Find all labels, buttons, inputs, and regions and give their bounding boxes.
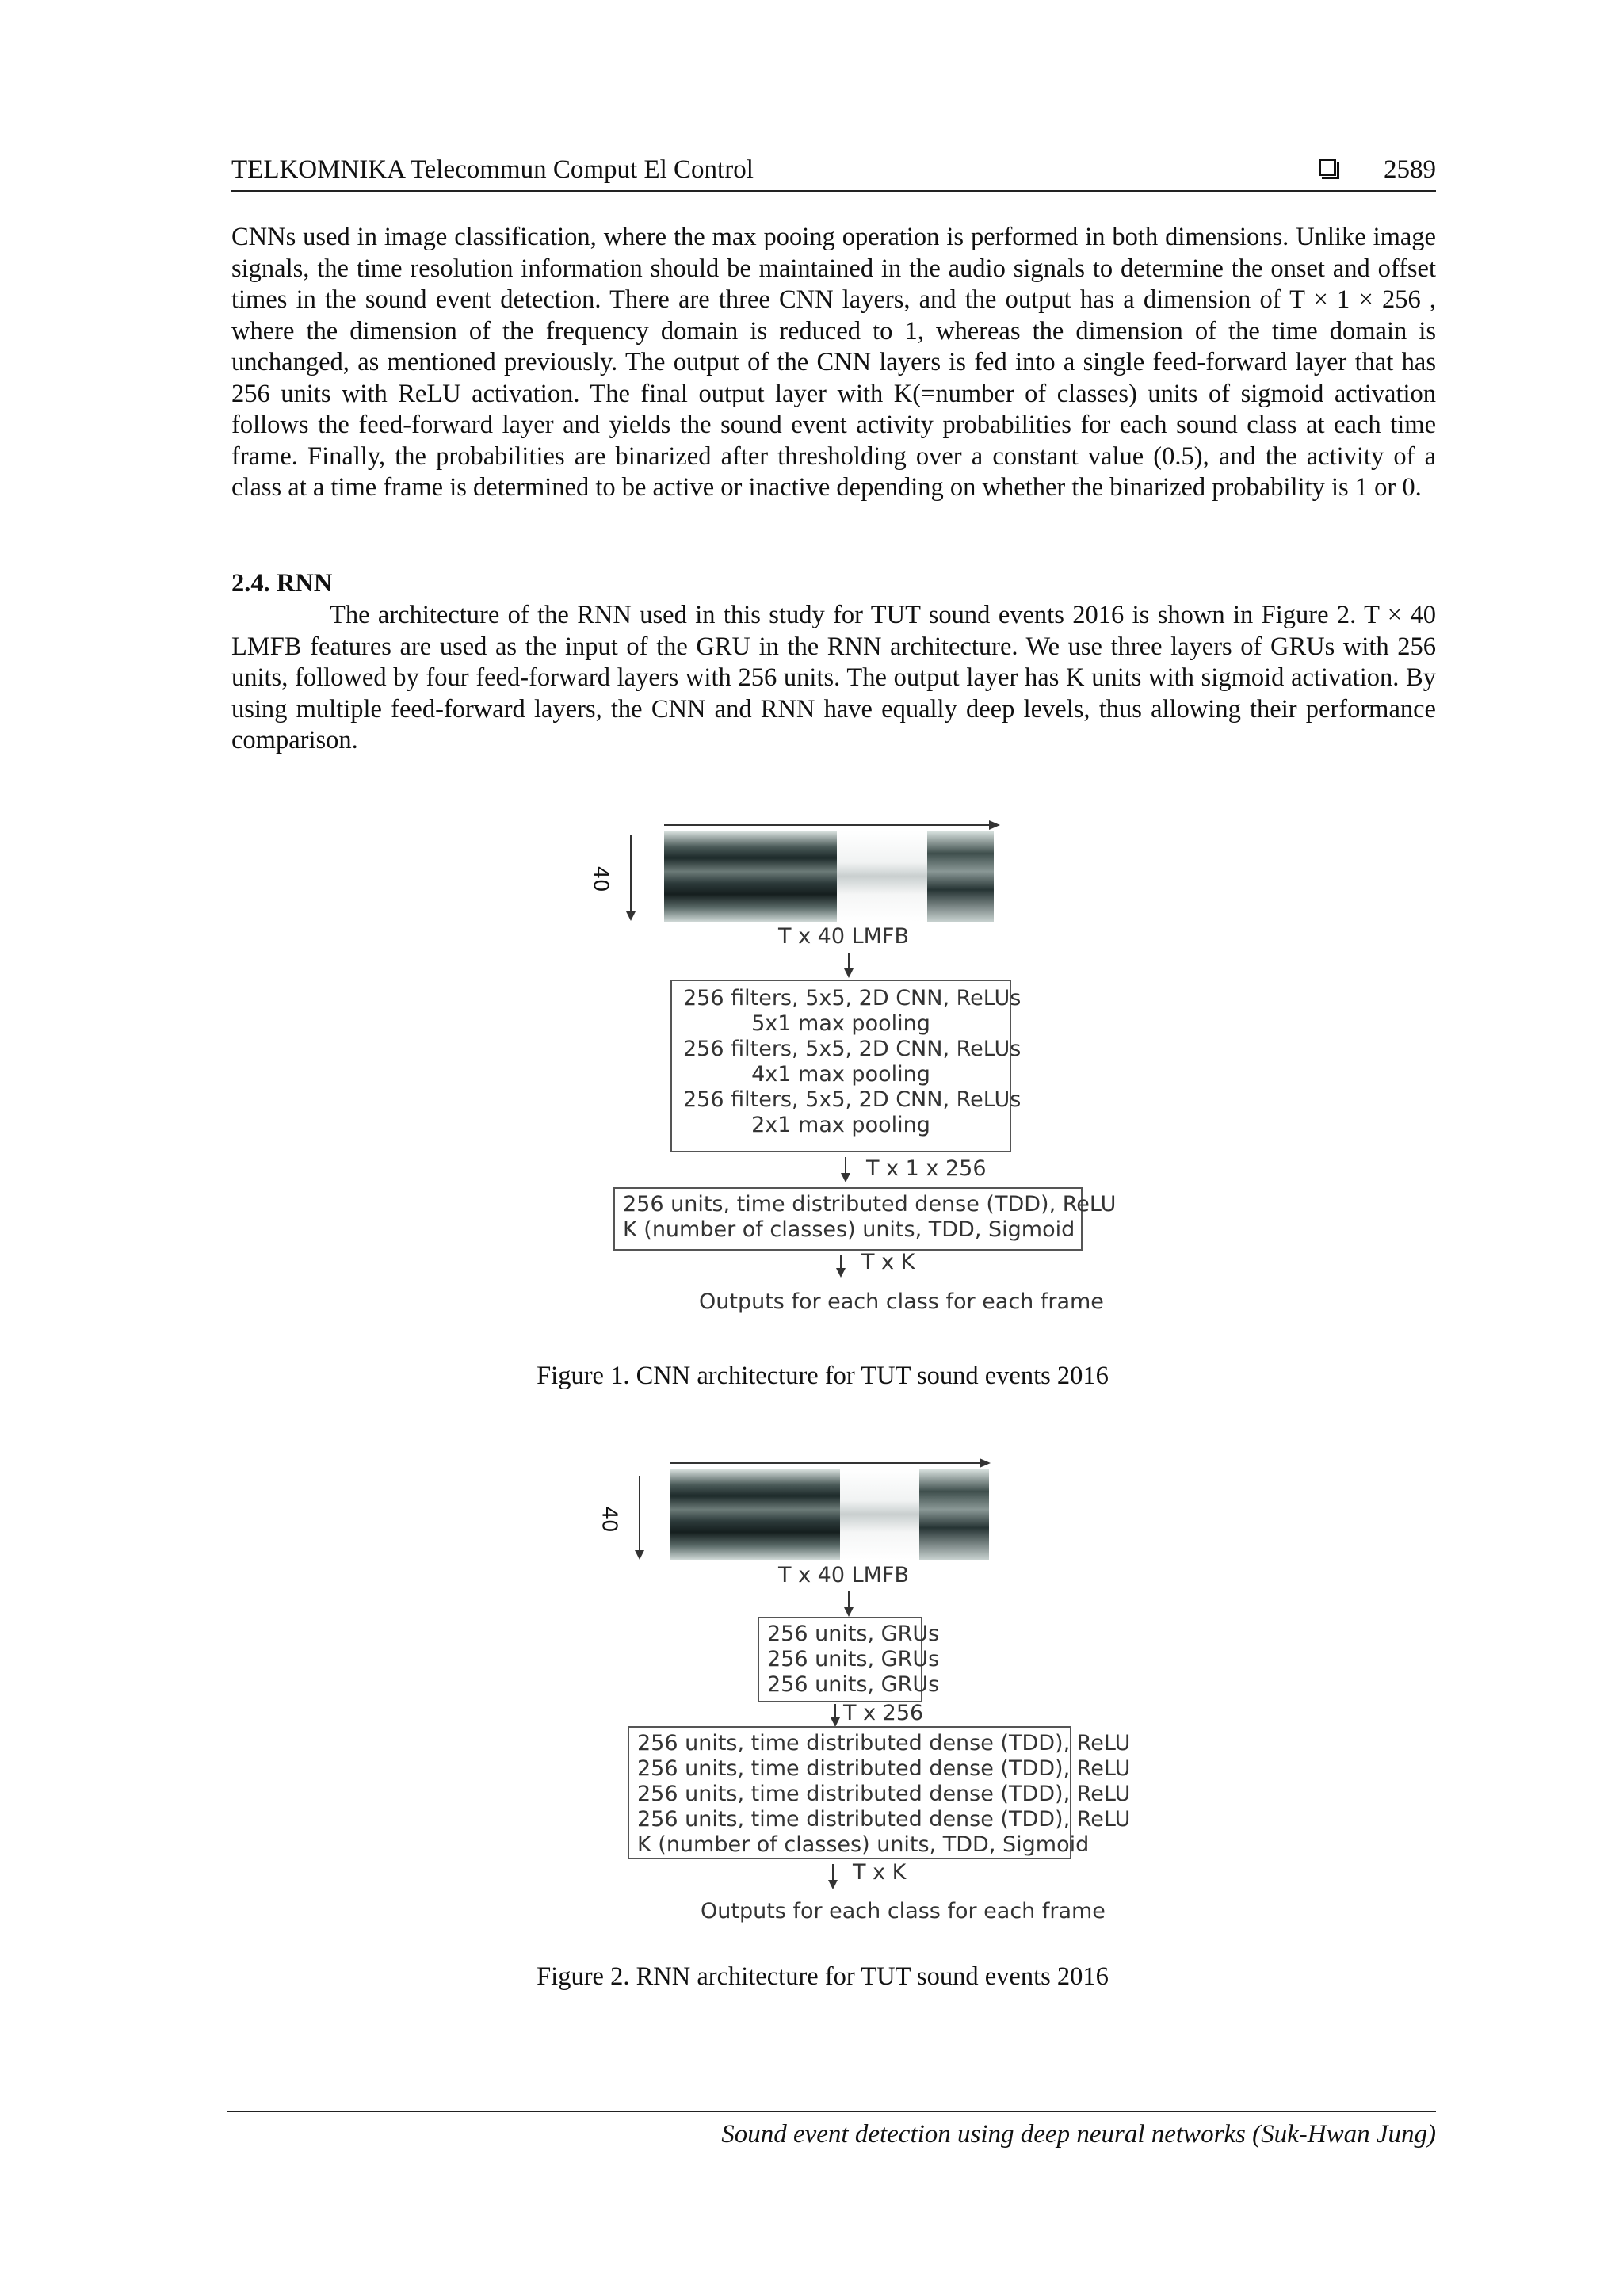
cnn-layer-line: 2x1 max pooling [751,1113,930,1137]
dense-layer-line: 256 units, time distributed dense (TDD), ReLU [623,1192,1117,1217]
frequency-arrow [630,835,632,918]
input-label: T x 40 LMFB [778,924,909,949]
frequency-label: 40 [588,865,613,892]
dense-layer-line: K (number of classes) units, TDD, Sigmoid [623,1217,1075,1242]
dense-layer-line: 256 units, time distributed dense (TDD), ReLU [637,1756,1131,1781]
cnn-layer-line: 256 filters, 5x5, 2D CNN, ReLUs [683,1087,1022,1112]
cnn-output-label: T x 1 x 256 [866,1156,987,1181]
flow-arrow [848,953,850,975]
cnn-layer-line: 256 filters, 5x5, 2D CNN, ReLUs [683,986,1022,1010]
dense-layers-box [613,1187,1117,1251]
gru-layer-line: 256 units, GRUs [767,1647,940,1671]
flow-arrow [848,1591,850,1614]
dense-layers-box [628,1726,1131,1859]
page-number: 2589 [1384,155,1436,184]
frequency-label: 40 [597,1506,621,1533]
frequency-arrow [639,1476,640,1557]
spectrogram-gap [837,831,927,922]
output-shape-label: T x K [853,1860,907,1885]
dense-layer-line: 256 units, time distributed dense (TDD), ReLU [637,1782,1131,1806]
journal-title: TELKOMNIKA Telecommun Comput El Control [231,155,754,184]
figure-1-caption: Figure 1. CNN architecture for TUT sound events 2016 [537,1362,1109,1390]
dense-layer-line: K (number of classes) units, TDD, Sigmoid [637,1832,1090,1857]
page-footer [227,2111,1436,2149]
time-arrow [670,1462,987,1464]
spectrogram-gap [840,1469,919,1560]
cnn-layer-line: 4x1 max pooling [751,1062,930,1087]
output-shape-label: T x K [861,1250,915,1274]
cnn-layer-line: 256 filters, 5x5, 2D CNN, ReLUs [683,1037,1022,1061]
spectrogram-image [664,831,837,922]
spectrogram-tail [919,1469,989,1560]
dense-layer-line: 256 units, time distributed dense (TDD), ReLU [637,1731,1131,1755]
figure-2-caption: Figure 2. RNN architecture for TUT sound events 2016 [537,1962,1109,1991]
spectrogram-tail [927,831,994,922]
outputs-label: Outputs for each class for each frame [701,1899,1106,1924]
flow-arrow [832,1864,834,1886]
cnn-layers-box [670,980,1022,1152]
page-header [231,151,1436,192]
outputs-label: Outputs for each class for each frame [699,1289,1104,1314]
gru-layer-line: 256 units, GRUs [767,1672,940,1697]
section-heading: 2.4. RNN [231,569,333,598]
time-arrow [664,824,997,826]
flow-arrow [840,1255,842,1274]
gru-layers-box [758,1617,940,1702]
cnn-layer-line: 5x1 max pooling [751,1011,930,1036]
flow-arrow [845,1157,846,1179]
dense-layer-line: 256 units, time distributed dense (TDD), ReLU [637,1807,1131,1832]
body-paragraph-1: CNNs used in image classification, where the max pooing operation is performed in both dimensions. Unlike image signals, the time resolution information should be maintained in the audio signals to determine the onset and offset times in the sound event detection. There are three CNN layers, and the output has a dimension of T × 1 × 256 , where the dimension of the frequency domain is reduced to 1, whereas the dimension of the time domain is unchanged, as mentioned previously. The output of the CNN layers is fed into a single feed-forward layer that has 256 units with ReLU activation. The final output layer with K(=number of classes) units of sigmoid activation follows the feed-forward layer and yields the sound event activity probabilities for each sound class at each time frame. Finally, the probabilities are binarized after thresholding over a constant value (0.5), and the activity of a class at a time frame is determined to be active or inactive depending on whether the binarized probability is 1 or 0. [231,223,1436,502]
square-bullet-icon [1319,159,1336,176]
footer-title: Sound event detection using deep neural networks (Suk-Hwan Jung) [721,2120,1436,2149]
gru-output-label: T x 256 [843,1701,924,1725]
body-paragraph-2: The architecture of the RNN used in this study for TUT sound events 2016 is shown in Figure 2. T × 40 LMFB features are used as the input of the GRU in the RNN architecture. We use three layers of GRUs with 256 units, followed by four feed-forward layers with 256 units. The output layer has K units with sigmoid activation. By using multiple feed-forward layers, the CNN and RNN have equally deep levels, thus allowing their performance comparison. [231,601,1436,755]
gru-layer-line: 256 units, GRUs [767,1622,940,1646]
flow-arrow [834,1704,836,1724]
spectrogram-image [670,1469,840,1560]
input-label: T x 40 LMFB [778,1563,909,1587]
